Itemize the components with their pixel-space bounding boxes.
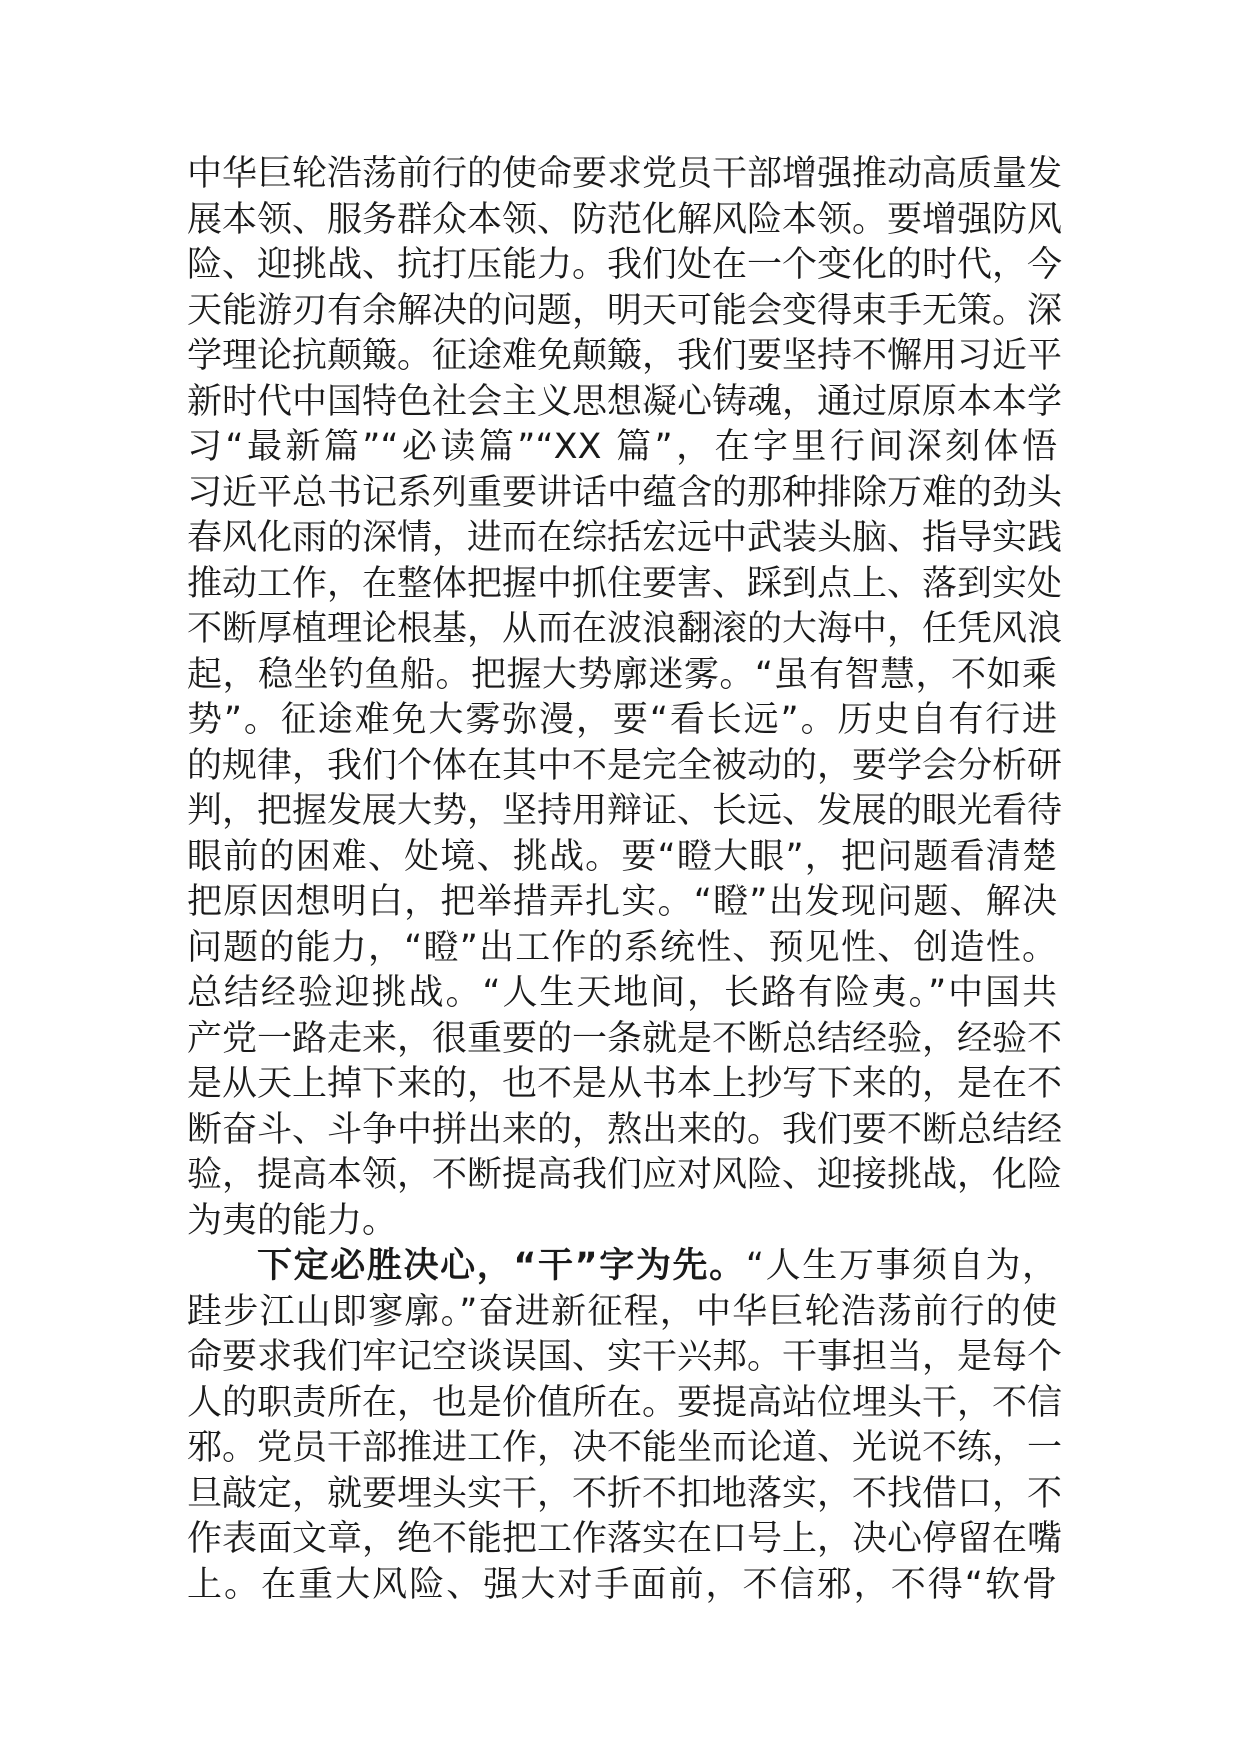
text-line: 产党一路走来，很重要的一条就是不断总结经验，经验不 <box>187 1018 1063 1059</box>
text-line: 把原因想明白，把举措弄扎实。“瞪”出发现问题、解决 <box>187 882 1057 922</box>
paragraph-2 <box>187 1244 1063 1608</box>
text-line: 的规律，我们个体在其中不是完全被动的，要学会分析研 <box>187 745 1063 786</box>
text-line: 人的职责所在，也是价值所在。要提高站位埋头干，不信 <box>187 1382 1063 1423</box>
text-line: 上。在重大风险、强大对手面前，不信邪，不得“软骨 <box>187 1564 1057 1605</box>
text-line: 判，把握发展大势，坚持用辩证、长远、发展的眼光看待 <box>187 791 1063 831</box>
text-line: 是从天上掉下来的，也不是从书本上抄写下来的，是在不 <box>187 1064 1063 1104</box>
text-line: 险、迎挑战、抗打压能力。我们处在一个变化的时代，今 <box>187 245 1063 285</box>
body-text <box>187 152 1063 1608</box>
text-line: 展本领、服务群众本领、防范化解风险本领。要增强防风 <box>187 199 1063 240</box>
text-line: 断奋斗、斗争中拼出来的，熬出来的。我们要不断总结经 <box>187 1109 1063 1150</box>
text-line: 起，稳坐钓鱼船。把握大势廓迷雾。“虽有智慧，不如乘 <box>187 654 1057 695</box>
text-line: 不断厚植理论根基，从而在波浪翻滚的大海中，任凭风浪 <box>187 609 1063 649</box>
text-line: 问题的能力，“瞪”出工作的系统性、预见性、创造性。 <box>187 927 1057 968</box>
text-line: 总结经验迎挑战。“人生天地间，长路有险夷。”中国共 <box>187 973 1057 1013</box>
text-line: 跬步江山即寥廓。”奋进新征程，中华巨轮浩荡前行的使 <box>187 1291 1057 1332</box>
text-line: 为夷的能力。 <box>187 1200 398 1241</box>
text-line: 命要求我们牢记空谈误国、实干兴邦。干事担当，是每个 <box>187 1337 1063 1377</box>
text-line: 春风化雨的深情，进而在综括宏远中武装头脑、指导实践 <box>187 518 1063 558</box>
text-line: 邪。党员干部推进工作，决不能坐而论道、光说不练，一 <box>187 1428 1063 1468</box>
text-line: 推动工作，在整体把握中抓住要害、踩到点上、落到实处 <box>187 563 1063 604</box>
text-line: 作表面文章，绝不能把工作落实在口号上，决心停留在嘴 <box>187 1519 1063 1559</box>
first-line-text: “人生万事须自为， <box>745 1246 1057 1286</box>
text-line: 习近平总书记系列重要讲话中蕴含的那种排除万难的劲头 <box>187 472 1063 513</box>
text-line: 中华巨轮浩荡前行的使命要求党员干部增强推动高质量发 <box>187 154 1063 194</box>
text-line: 天能游刃有余解决的问题，明天可能会变得束手无策。深 <box>187 290 1063 331</box>
text-line: 势”。征途难免大雾弥漫，要“看长远”。历史自有行进 <box>187 700 1057 740</box>
paragraph-1 <box>187 152 1063 1244</box>
paragraph-heading: 下定必胜决心，“干”字为先。 <box>257 1246 746 1286</box>
text-line: 新时代中国特色社会主义思想凝心铸魂，通过原原本本学 <box>187 381 1063 422</box>
text-line: 学理论抗颠簸。征途难免颠簸，我们要坚持不懈用习近平 <box>187 336 1063 376</box>
text-line: 眼前的困难、处境、挑战。要“瞪大眼”，把问题看清楚 <box>187 836 1057 877</box>
paragraph-2-first-line <box>187 1244 1057 1290</box>
text-line: 旦敲定，就要埋头实干，不折不扣地落实，不找借口，不 <box>187 1473 1063 1514</box>
text-line: 验，提高本领，不断提高我们应对风险、迎接挑战，化险 <box>187 1155 1063 1195</box>
text-line: 习“最新篇”“必读篇”“XX 篇”，在字里行间深刻体悟 <box>187 427 1057 467</box>
